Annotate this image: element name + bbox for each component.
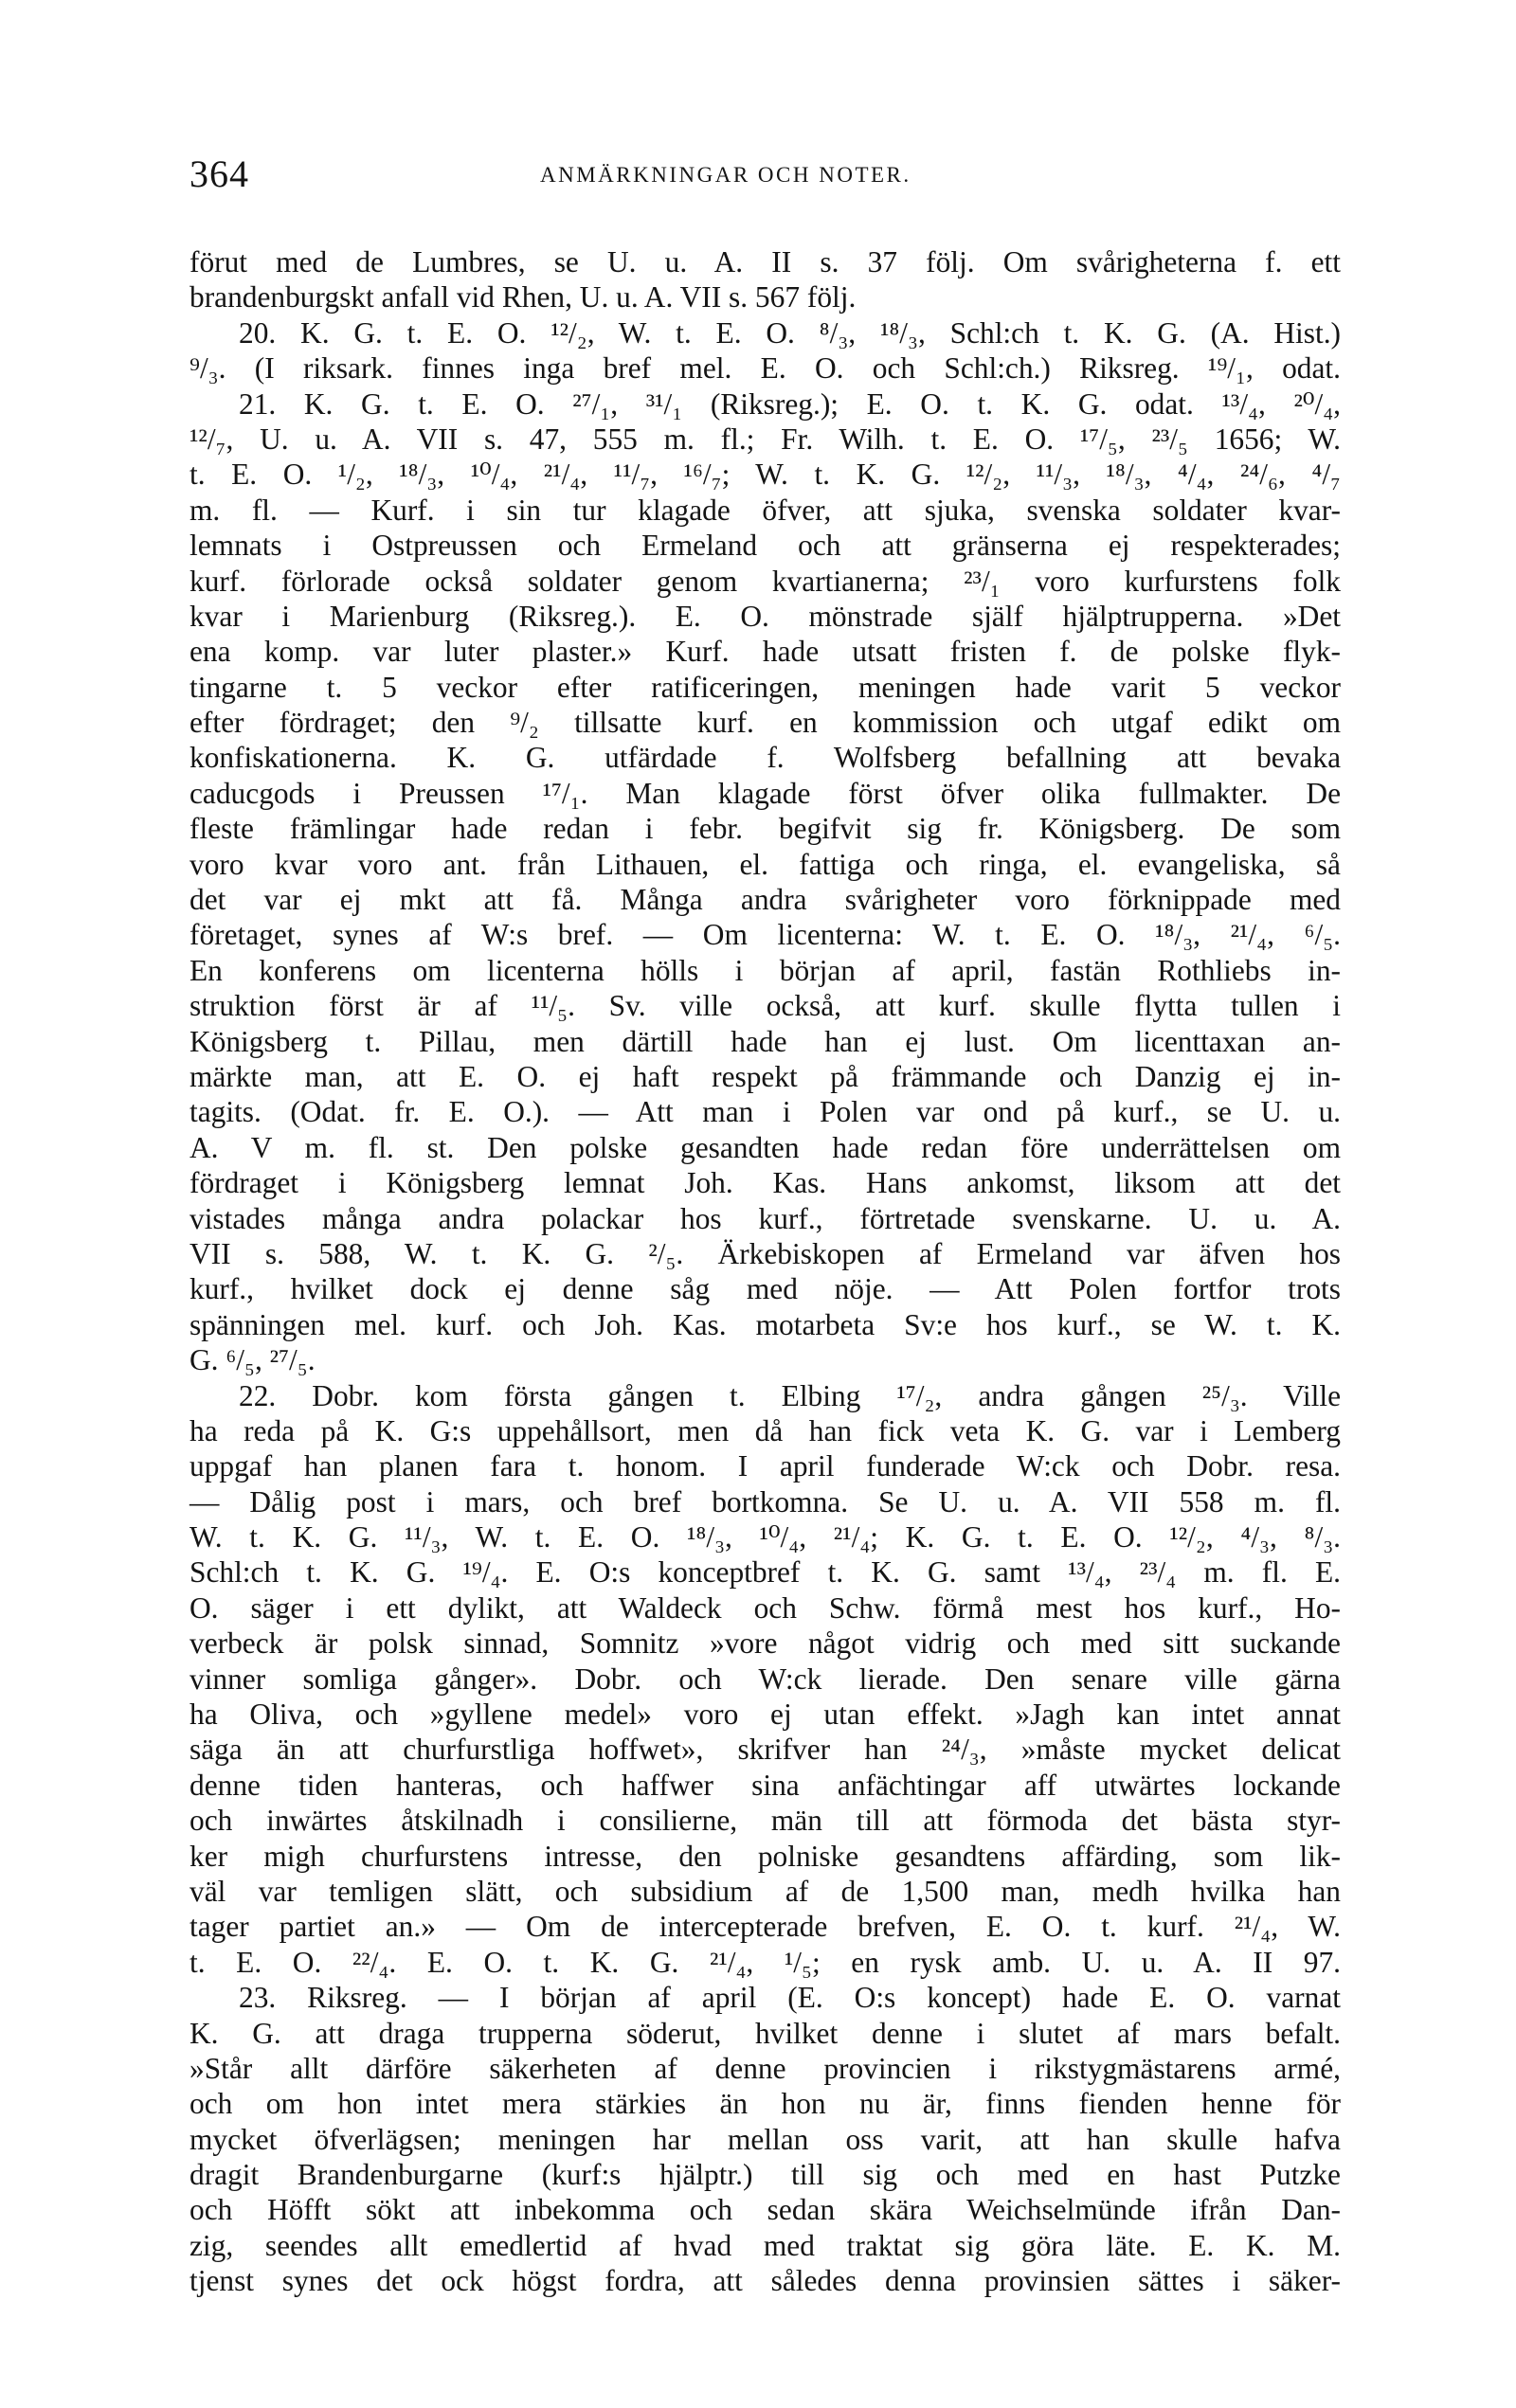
text-line: vinner somliga gånger». Dobr. och W:ck lierade. Den senare ville gärna (190, 1662, 1341, 1696)
text-line: efter fördraget; den ⁹/₂ tillsatte kurf. en kommission och utgaf edikt om (190, 706, 1341, 740)
text-line: A. V m. fl. st. Den polske gesandten hade redan före underrättelsen om (190, 1130, 1341, 1164)
text-line: och om hon intet mera stärkies än hon nu är, finns fienden henne för (190, 2087, 1341, 2121)
text-line: tager partiet an.» — Om de intercepterade brefven, E. O. t. kurf. ²¹/₄, W. (190, 1910, 1341, 1944)
text-line: ¹²/₇, U. u. A. VII s. 47, 555 m. fl.; Fr. Wilh. t. E. O. ¹⁷/₅, ²³/₅ 1656; W. (190, 422, 1341, 456)
text-line: fleste främlingar hade redan i febr. begifvit sig fr. Königsberg. De som (190, 812, 1341, 846)
text-line: verbeck är polsk sinnad, Somnitz »vore något vidrig och med sitt suckande (190, 1626, 1341, 1661)
text-line: K. G. att draga trupperna söderut, hvilket denne i slutet af mars befalt. (190, 2016, 1341, 2050)
document-page (190, 152, 1341, 2299)
text-line: Königsberg t. Pillau, men därtill hade han ej lust. Om licenttaxan an- (190, 1024, 1341, 1058)
text-line: kvar i Marienburg (Riksreg.). E. O. mönstrade själf hjälptrupperna. »Det (190, 599, 1341, 633)
text-line: W. t. K. G. ¹¹/₃, W. t. E. O. ¹⁸/₃, ¹⁰/₄, ²¹/₄; K. G. t. E. O. ¹²/₂, ⁴/₃, ⁸/₃. (190, 1520, 1341, 1554)
text-line: O. säger i ett dylikt, att Waldeck och Schw. förmå mest hos kurf., Ho- (190, 1590, 1341, 1625)
text-line: ha Oliva, och »gyllene medel» voro ej utan effekt. »Jagh kan intet annat (190, 1698, 1341, 1732)
text-line: tagits. (Odat. fr. E. O.). — Att man i Polen var ond på kurf., se U. u. (190, 1095, 1341, 1129)
text-line: brandenburgskt anfall vid Rhen, U. u. A. VII s. 567 följ. (190, 280, 857, 314)
text-line: väl var temligen slätt, och subsidium af de 1,500 man, medh hvilka han (190, 1874, 1341, 1908)
text-line: 20. K. G. t. E. O. ¹²/₂, W. t. E. O. ⁸/₃, ¹⁸/₃, Schl:ch t. K. G. (A. Hist.) (239, 315, 1341, 350)
text-line: Schl:ch t. K. G. ¹⁹/₄. E. O:s konceptbref t. K. G. samt ¹³/₄, ²³/₄ m. fl. E. (190, 1555, 1341, 1590)
text-line: En konferens om licenterna hölls i början af april, fastän Rothliebs in- (190, 953, 1341, 987)
text-line: mycket öfverlägsen; meningen har mellan oss varit, att han skulle hafva (190, 2122, 1341, 2156)
text-line: spänningen mel. kurf. och Joh. Kas. motarbeta Sv:e hos kurf., se W. t. K. (190, 1307, 1341, 1341)
page-number: 364 (190, 153, 249, 195)
text-line: märkte man, att E. O. ej haft respekt på främmande och Danzig ej in- (190, 1059, 1341, 1093)
text-line: ker migh churfurstens intresse, den polniske gesandtens affärding, som lik- (190, 1839, 1341, 1873)
body-text (190, 244, 1341, 2299)
text-line: 23. Riksreg. — I början af april (E. O:s koncept) hade E. O. varnat (239, 1981, 1341, 2015)
text-line: fördraget i Königsberg lemnat Joh. Kas. Hans ankomst, liksom att det (190, 1166, 1341, 1200)
text-line: kurf. förlorade också soldater genom kvartianerna; ²³/₁ voro kurfurstens folk (190, 564, 1341, 598)
text-line: tingarne t. 5 veckor efter ratificeringen, meningen hade varit 5 veckor (190, 670, 1341, 704)
running-head: ANMÄRKNINGAR OCH NOTER. (540, 163, 911, 187)
text-line: t. E. O. ¹/₂, ¹⁸/₃, ¹⁰/₄, ²¹/₄, ¹¹/₇, ¹⁶/₇; W. t. K. G. ¹²/₂, ¹¹/₃, ¹⁸/₃, ⁴/₄, ²⁴/₆, ⁴/₇ (190, 458, 1341, 492)
text-line: lemnats i Ostpreussen och Ermeland och att gränserna ej respekterades; (190, 529, 1341, 563)
text-line: dragit Brandenburgarne (kurf:s hjälptr.) till sig och med en hast Putzke (190, 2158, 1341, 2192)
text-line: denne tiden hanteras, och haffwer sina anfächtingar aff utwärtes lockande (190, 1768, 1341, 1802)
text-line: uppgaf han planen fara t. honom. I april funderade W:ck och Dobr. resa. (190, 1449, 1341, 1483)
text-line: VII s. 588, W. t. K. G. ²/₅. Ärkebiskopen af Ermeland var äfven hos (190, 1236, 1341, 1270)
text-line: zig, seendes allt emedlertid af hvad med traktat sig göra läte. E. K. M. (190, 2228, 1341, 2262)
text-line: »Står allt därföre säkerheten af denne provincien i rikstygmästarens armé, (190, 2051, 1341, 2085)
text-line: voro kvar voro ant. från Lithauen, el. fattiga och ringa, el. evangeliska, så (190, 847, 1341, 881)
text-line: och inwärtes åtskilnadh i consilierne, män till att förmoda det bästa styr- (190, 1804, 1341, 1838)
text-line: vistades många andra polackar hos kurf., förtretade svenskarne. U. u. A. (190, 1201, 1341, 1235)
text-line: m. fl. — Kurf. i sin tur klagade öfver, att sjuka, svenska soldater kvar- (190, 493, 1341, 527)
text-line: kurf., hvilket dock ej denne såg med nöje. — Att Polen fortfor trots (190, 1272, 1341, 1306)
text-line: ena komp. var luter plaster.» Kurf. hade utsatt fristen f. de polske flyk- (190, 635, 1341, 669)
text-line: ha reda på K. G:s uppehållsort, men då han fick veta K. G. var i Lemberg (190, 1413, 1341, 1447)
text-line: — Dålig post i mars, och bref bortkomna. Se U. u. A. VII 558 m. fl. (190, 1484, 1341, 1518)
text-line: företaget, synes af W:s bref. — Om licenterna: W. t. E. O. ¹⁸/₃, ²¹/₄, ⁶/₅. (190, 918, 1341, 952)
text-line: ⁹/₃. (I riksark. finnes inga bref mel. E. O. och Schl:ch.) Riksreg. ¹⁹/₁, odat. (190, 351, 1341, 386)
text-line: caducgods i Preussen ¹⁷/₁. Man klagade först öfver olika fullmakter. De (190, 776, 1341, 810)
page-header (190, 152, 1341, 218)
text-line: säga än att churfurstliga hoffwet», skrifver han ²⁴/₃, »måste mycket delicat (190, 1733, 1341, 1767)
text-line: och Höfft sökt att inbekomma och sedan skära Weichselmünde ifrån Dan- (190, 2193, 1341, 2227)
text-line: förut med de Lumbres, se U. u. A. II s. 37 följ. Om svårigheterna f. ett (190, 245, 1341, 279)
text-line: G. ⁶/₅, ²⁷/₅. (190, 1343, 316, 1377)
text-line: tjenst synes det ock högst fordra, att således denna provinsien sättes i säker- (190, 2264, 1341, 2298)
text-line: struktion först är af ¹¹/₅. Sv. ville också, att kurf. skulle flytta tullen i (190, 989, 1341, 1023)
text-line: 22. Dobr. kom första gången t. Elbing ¹⁷/₂, andra gången ²⁵/₃. Ville (239, 1378, 1341, 1412)
text-line: t. E. O. ²²/₄. E. O. t. K. G. ²¹/₄, ¹/₅; en rysk amb. U. u. A. II 97. (190, 1945, 1341, 1979)
text-line: konfiskationerna. K. G. utfärdade f. Wolfsberg befallning att bevaka (190, 741, 1341, 775)
text-line: det var ej mkt att få. Många andra svårigheter voro förknippade med (190, 883, 1341, 917)
text-line: 21. K. G. t. E. O. ²⁷/₁, ³¹/₁ (Riksreg.); E. O. t. K. G. odat. ¹³/₄, ²⁰/₄, (239, 386, 1341, 421)
